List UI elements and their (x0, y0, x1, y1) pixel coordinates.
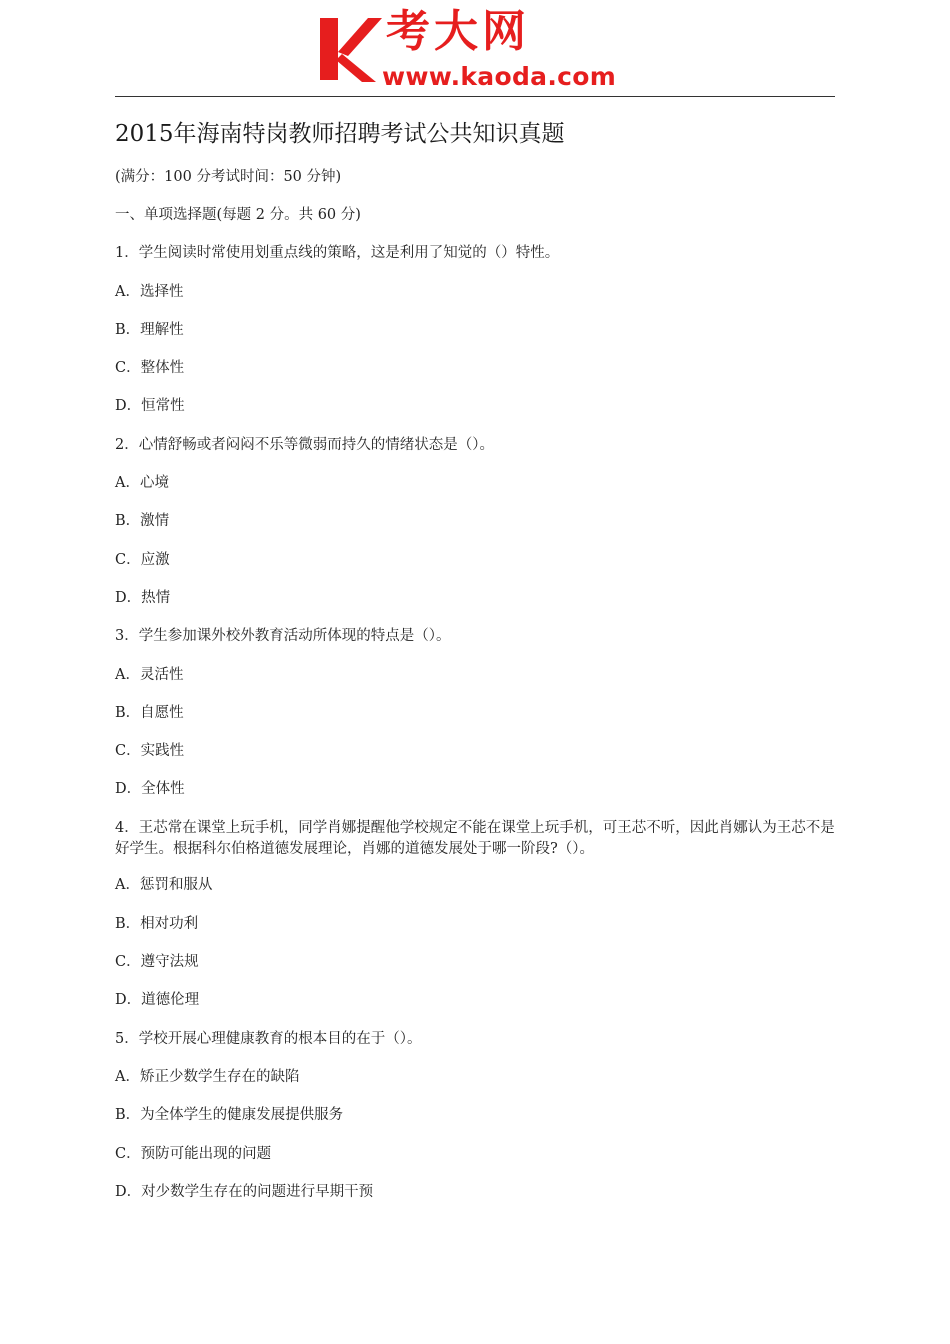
option-c: C．预防可能出现的问题 (115, 1146, 272, 1162)
section-heading: 一、单项选择题(每题 2 分。共 60 分) (115, 207, 361, 223)
option-d: D．道德伦理 (115, 992, 200, 1008)
option-a: A．惩罚和服从 (115, 877, 213, 893)
option-a: A．选择性 (115, 284, 184, 300)
document-title: 2015年海南特岗教师招聘考试公共知识真题 (115, 121, 565, 147)
option-a: A．矫正少数学生存在的缺陷 (115, 1069, 300, 1085)
option-b: B．激情 (115, 513, 170, 529)
option-c: C．应激 (115, 552, 170, 568)
option-b: B．理解性 (115, 322, 184, 338)
option-d: D．全体性 (115, 781, 185, 797)
question-stem: 2．心情舒畅或者闷闷不乐等微弱而持久的情绪状态是（）。 (115, 437, 494, 453)
option-b: B．自愿性 (115, 705, 184, 721)
option-a: A．心境 (115, 475, 169, 491)
option-a: A．灵活性 (115, 667, 184, 683)
option-c: C．遵守法规 (115, 954, 199, 970)
question-stem: 1．学生阅读时常使用划重点线的策略，这是利用了知觉的（）特性。 (115, 245, 560, 261)
exam-info: (满分：100 分考试时间：50 分钟) (115, 169, 342, 185)
k-logo-icon (318, 14, 382, 84)
option-b: B．为全体学生的健康发展提供服务 (115, 1107, 344, 1123)
option-d: D．热情 (115, 590, 171, 606)
question-stem: 3．学生参加课外校外教育活动所体现的特点是（）。 (115, 628, 451, 644)
option-c: C．实践性 (115, 743, 185, 759)
question-stem: 5．学校开展心理健康教育的根本目的在于（）。 (115, 1031, 422, 1047)
question-stem: 4．王芯常在课堂上玩手机，同学肖娜提醒他学校规定不能在课堂上玩手机，可王芯不听，因此肖娜认为王芯不是好学生。根据科尔伯格道德发展理论，肖娜的道德发展处于哪一阶段?（）。 (115, 820, 835, 857)
option-b: B．相对功利 (115, 916, 199, 932)
option-d: D．恒常性 (115, 398, 185, 414)
option-d: D．对少数学生存在的问题进行早期干预 (115, 1184, 374, 1200)
option-c: C．整体性 (115, 360, 185, 376)
kaoda-logo (318, 6, 640, 92)
header-divider (115, 96, 835, 97)
logo-chinese-name: 考大网 (386, 6, 530, 57)
logo-url: www.kaoda.com (382, 62, 617, 91)
